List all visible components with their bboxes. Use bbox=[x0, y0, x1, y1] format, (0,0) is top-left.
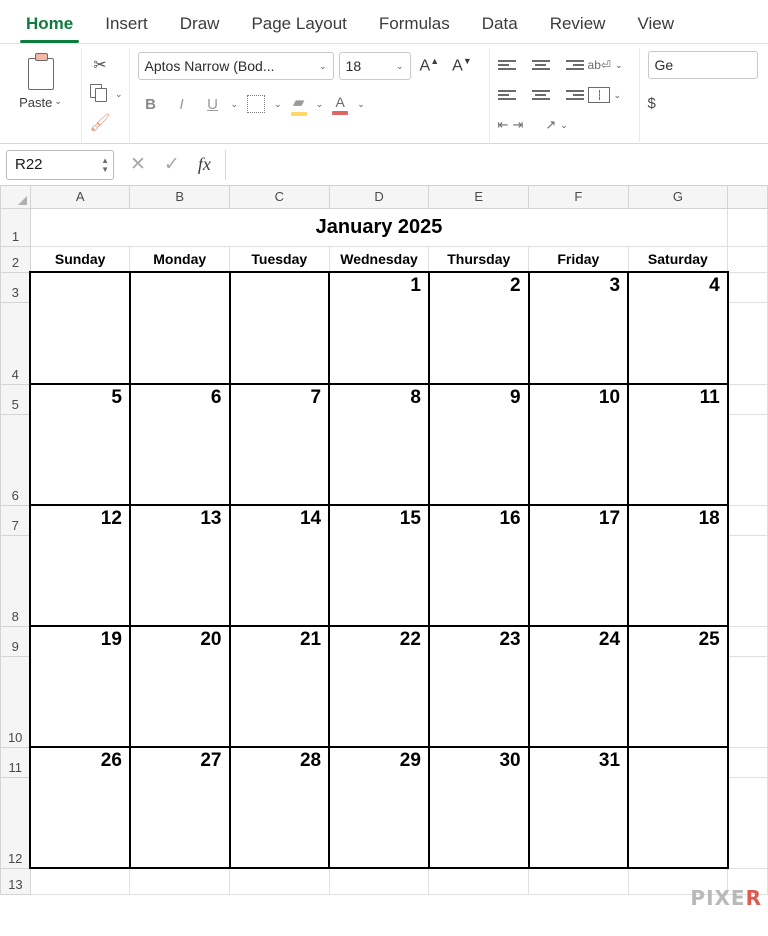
bold-button[interactable] bbox=[138, 91, 164, 117]
grid-row-1 bbox=[1, 208, 768, 246]
grid-table bbox=[0, 186, 768, 895]
clipboard-actions-group bbox=[82, 48, 130, 142]
tab-page-layout-label: Page Layout bbox=[251, 14, 347, 33]
tab-review-label: Review bbox=[549, 14, 606, 33]
ribbon-tab-bar bbox=[0, 0, 768, 44]
chevron-down-icon[interactable]: ⌄ bbox=[54, 95, 62, 106]
borders-button[interactable] bbox=[243, 91, 269, 117]
calendar-cell-w1-sat[interactable]: 4 bbox=[628, 272, 728, 384]
row-header-12[interactable]: 12 bbox=[1, 777, 31, 868]
borders-icon bbox=[247, 95, 265, 113]
calendar-cell-w2-thu[interactable]: 9 bbox=[429, 384, 529, 505]
calendar-cell-w2-mon[interactable]: 6 bbox=[130, 384, 230, 505]
tab-formulas-label: Formulas bbox=[378, 14, 450, 33]
cell-b13[interactable] bbox=[130, 868, 230, 894]
format-painter-button[interactable] bbox=[88, 110, 112, 136]
select-all-corner[interactable] bbox=[1, 186, 31, 208]
cell-h8[interactable] bbox=[728, 535, 768, 626]
font-color-letter: A bbox=[335, 93, 345, 110]
calendar-cell-w4-fri[interactable]: 24 bbox=[529, 626, 628, 747]
row-header-13[interactable]: 13 bbox=[1, 868, 31, 894]
calendar-cell-w5-fri[interactable]: 31 bbox=[529, 747, 628, 868]
calendar-cell-w2-wed[interactable]: 8 bbox=[329, 384, 429, 505]
grid-row-13 bbox=[1, 868, 768, 894]
column-header-c[interactable]: C bbox=[230, 186, 330, 208]
column-header-a[interactable]: A bbox=[30, 186, 130, 208]
font-group bbox=[130, 48, 490, 142]
calendar-cell-w4-tue[interactable]: 21 bbox=[230, 626, 330, 747]
cell-h4[interactable] bbox=[728, 302, 768, 384]
calendar-cell-w2-tue[interactable]: 7 bbox=[230, 384, 330, 505]
tab-data[interactable] bbox=[466, 8, 534, 43]
grid-row-2 bbox=[1, 246, 768, 272]
row-header-6[interactable]: 6 bbox=[1, 414, 31, 505]
chevron-down-icon[interactable]: ⌄ bbox=[230, 98, 239, 109]
font-family-value: Aptos Narrow (Bod... bbox=[144, 58, 275, 74]
tab-data-label: Data bbox=[481, 14, 518, 33]
font-size-select[interactable] bbox=[339, 52, 411, 80]
calendar-cell-w5-mon[interactable]: 27 bbox=[130, 747, 230, 868]
row-header-11[interactable]: 11 bbox=[1, 747, 31, 777]
underline-button[interactable] bbox=[200, 91, 226, 117]
spreadsheet-grid bbox=[0, 186, 768, 936]
calendar-cell-w5-sun[interactable]: 26 bbox=[30, 747, 130, 868]
column-header-partial[interactable] bbox=[728, 186, 768, 208]
ribbon-body bbox=[0, 44, 768, 144]
tab-home[interactable] bbox=[10, 8, 89, 43]
cut-button[interactable] bbox=[88, 52, 112, 78]
calendar-cell-w4-sun[interactable]: 19 bbox=[30, 626, 130, 747]
number-group bbox=[640, 48, 760, 142]
chevron-down-icon[interactable]: ⌄ bbox=[357, 98, 365, 109]
cell-h5[interactable] bbox=[728, 384, 768, 414]
calendar-cell-w3-tue[interactable]: 14 bbox=[230, 505, 330, 626]
calendar-cell-w1-tue[interactable] bbox=[230, 272, 330, 384]
cell-h7[interactable] bbox=[728, 505, 768, 535]
tab-review[interactable] bbox=[534, 8, 622, 43]
row-header-10[interactable]: 10 bbox=[1, 656, 31, 747]
column-header-f[interactable]: F bbox=[529, 186, 628, 208]
calendar-cell-w5-sat[interactable] bbox=[628, 747, 728, 868]
cancel-edit-icon[interactable]: ✕ bbox=[130, 154, 146, 175]
chevron-down-icon[interactable]: ⌄ bbox=[614, 59, 623, 70]
calendar-cell-w1-fri[interactable]: 3 bbox=[529, 272, 628, 384]
cell-c13[interactable] bbox=[230, 868, 330, 894]
calendar-day-sunday[interactable]: Sunday bbox=[30, 246, 130, 272]
row-header-5[interactable]: 5 bbox=[1, 384, 31, 414]
column-header-e[interactable]: E bbox=[429, 186, 529, 208]
tab-home-label: Home bbox=[26, 14, 74, 33]
chevron-down-icon: ⌄ bbox=[396, 60, 404, 71]
wrap-text-button[interactable]: ab⏎ bbox=[587, 58, 611, 72]
name-box-value: R22 bbox=[15, 156, 43, 173]
cell-d13[interactable] bbox=[329, 868, 429, 894]
calendar-day-tuesday[interactable]: Tuesday bbox=[230, 246, 330, 272]
orientation-button[interactable]: ↗ bbox=[545, 117, 557, 132]
copy-icon bbox=[88, 83, 112, 105]
calendar-cell-w5-thu[interactable]: 30 bbox=[429, 747, 529, 868]
confirm-edit-icon[interactable]: ✓ bbox=[163, 154, 180, 175]
calendar-cell-w3-mon[interactable]: 13 bbox=[130, 505, 230, 626]
decrease-indent-button[interactable]: ⇤ bbox=[497, 117, 509, 132]
font-size-value: 18 bbox=[345, 58, 362, 74]
column-header-b[interactable]: B bbox=[130, 186, 230, 208]
calendar-cell-w3-thu[interactable]: 16 bbox=[429, 505, 529, 626]
paste-label: Paste bbox=[19, 95, 53, 110]
calendar-cell-w4-mon[interactable]: 20 bbox=[130, 626, 230, 747]
watermark-text-a: P bbox=[690, 886, 707, 910]
align-top-button[interactable] bbox=[498, 54, 524, 76]
currency-format-button[interactable]: $ bbox=[647, 94, 656, 112]
name-box-spinner[interactable]: ▲ ▼ bbox=[101, 155, 109, 174]
calendar-day-saturday[interactable]: Saturday bbox=[628, 246, 728, 272]
calendar-cell-w3-wed[interactable]: 15 bbox=[329, 505, 429, 626]
font-color-swatch bbox=[332, 111, 348, 115]
watermark bbox=[690, 886, 762, 910]
calendar-cell-w3-sat[interactable]: 18 bbox=[628, 505, 728, 626]
italic-button[interactable] bbox=[169, 91, 195, 117]
increase-font-size-label: A bbox=[419, 57, 431, 75]
align-middle-button[interactable] bbox=[528, 54, 554, 76]
tab-view-label: View bbox=[637, 14, 674, 33]
insert-function-icon[interactable]: fx bbox=[197, 154, 211, 174]
scissors-icon: ✂ bbox=[93, 57, 107, 74]
cell-e13[interactable] bbox=[429, 868, 529, 894]
fill-color-swatch bbox=[291, 112, 307, 116]
paste-icon bbox=[24, 52, 58, 92]
align-bottom-button[interactable] bbox=[558, 54, 584, 76]
row-header-9[interactable]: 9 bbox=[1, 626, 31, 656]
formula-bar bbox=[0, 144, 768, 186]
cell-f13[interactable] bbox=[529, 868, 628, 894]
calendar-cell-w1-wed[interactable]: 1 bbox=[329, 272, 429, 384]
chevron-down-icon[interactable]: ⌄ bbox=[315, 98, 324, 109]
fill-color-button[interactable] bbox=[287, 91, 311, 117]
bold-label: B bbox=[145, 95, 156, 113]
tab-draw[interactable] bbox=[164, 8, 236, 43]
cell-h1[interactable] bbox=[728, 208, 768, 246]
align-center-button[interactable] bbox=[528, 84, 554, 106]
increase-font-size-button[interactable]: A▲ bbox=[419, 56, 440, 75]
decrease-font-size-button[interactable]: A▼ bbox=[452, 56, 472, 75]
cell-h10[interactable] bbox=[728, 656, 768, 747]
calendar-title[interactable]: January 2025 bbox=[30, 208, 727, 246]
column-header-g[interactable]: G bbox=[628, 186, 728, 208]
paste-button[interactable] bbox=[4, 52, 78, 110]
calendar-day-thursday[interactable]: Thursday bbox=[429, 246, 529, 272]
name-box[interactable] bbox=[6, 150, 114, 180]
calendar-day-monday[interactable]: Monday bbox=[130, 246, 230, 272]
row-header-2[interactable]: 2 bbox=[1, 246, 31, 272]
watermark-text-c: R bbox=[745, 886, 762, 910]
tab-insert-label: Insert bbox=[105, 14, 148, 33]
calendar-cell-w1-thu[interactable]: 2 bbox=[429, 272, 529, 384]
cell-h3[interactable] bbox=[728, 272, 768, 302]
grid-row-11 bbox=[1, 747, 768, 777]
calendar-day-friday[interactable]: Friday bbox=[529, 246, 628, 272]
row-header-8[interactable]: 8 bbox=[1, 535, 31, 626]
tab-draw-label: Draw bbox=[179, 14, 220, 33]
font-family-select[interactable] bbox=[138, 52, 334, 80]
chevron-down-icon: ⌄ bbox=[319, 60, 327, 71]
grid-row-9 bbox=[1, 626, 768, 656]
underline-label: U bbox=[207, 95, 218, 113]
cell-h6[interactable] bbox=[728, 414, 768, 505]
number-format-value: Ge bbox=[654, 57, 674, 73]
chevron-down-icon[interactable]: ⌄ bbox=[274, 98, 282, 109]
format-painter-icon: 🖌 bbox=[89, 113, 111, 132]
cell-a13[interactable] bbox=[30, 868, 130, 894]
column-header-d[interactable]: D bbox=[329, 186, 429, 208]
calendar-cell-w4-wed[interactable]: 22 bbox=[329, 626, 429, 747]
formula-input[interactable] bbox=[225, 150, 762, 180]
calendar-cell-w1-mon[interactable] bbox=[130, 272, 230, 384]
grid-row-7 bbox=[1, 505, 768, 535]
decrease-font-size-label: A bbox=[452, 57, 463, 75]
cell-h11[interactable] bbox=[728, 747, 768, 777]
number-format-select[interactable] bbox=[648, 51, 758, 79]
cell-h9[interactable] bbox=[728, 626, 768, 656]
calendar-cell-w2-fri[interactable]: 10 bbox=[529, 384, 628, 505]
calendar-cell-w3-fri[interactable]: 17 bbox=[529, 505, 628, 626]
column-header-row bbox=[1, 186, 768, 208]
tab-view[interactable] bbox=[621, 8, 690, 43]
align-right-button[interactable] bbox=[558, 84, 584, 106]
alignment-group bbox=[490, 48, 640, 142]
fill-bucket-icon: ▰ bbox=[292, 93, 305, 111]
chevron-down-icon[interactable]: ⌄ bbox=[560, 119, 568, 130]
grid-row-3 bbox=[1, 272, 768, 302]
merge-and-center-button[interactable] bbox=[588, 87, 610, 103]
calendar-cell-w4-sat[interactable]: 25 bbox=[628, 626, 728, 747]
tab-insert[interactable] bbox=[89, 8, 164, 43]
row-header-1[interactable]: 1 bbox=[1, 208, 31, 246]
calendar-cell-w3-sun[interactable]: 12 bbox=[30, 505, 130, 626]
watermark-text-b: IXE bbox=[706, 886, 746, 910]
align-left-button[interactable] bbox=[498, 84, 524, 106]
calendar-cell-w4-thu[interactable]: 23 bbox=[429, 626, 529, 747]
row-header-4[interactable]: 4 bbox=[1, 302, 31, 384]
cell-h2[interactable] bbox=[728, 246, 768, 272]
calendar-cell-w2-sat[interactable]: 11 bbox=[628, 384, 728, 505]
calendar-cell-w2-sun[interactable]: 5 bbox=[30, 384, 130, 505]
calendar-day-wednesday[interactable]: Wednesday bbox=[329, 246, 429, 272]
row-header-3[interactable]: 3 bbox=[1, 272, 31, 302]
calendar-cell-w5-wed[interactable]: 29 bbox=[329, 747, 429, 868]
chevron-down-icon[interactable]: ⌄ bbox=[613, 89, 622, 100]
clipboard-group bbox=[0, 48, 82, 142]
calendar-cell-w1-sun[interactable] bbox=[30, 272, 130, 384]
chevron-down-icon[interactable]: ⌄ bbox=[115, 88, 123, 99]
increase-indent-button[interactable]: ⇥ bbox=[512, 117, 524, 132]
calendar-cell-w5-tue[interactable]: 28 bbox=[230, 747, 330, 868]
font-color-button[interactable] bbox=[328, 91, 352, 117]
tab-page-layout[interactable] bbox=[235, 8, 362, 43]
copy-button[interactable] bbox=[88, 81, 123, 107]
row-header-7[interactable]: 7 bbox=[1, 505, 31, 535]
grid-row-5 bbox=[1, 384, 768, 414]
cell-h12[interactable] bbox=[728, 777, 768, 868]
italic-label: I bbox=[179, 95, 184, 113]
tab-formulas[interactable] bbox=[363, 8, 466, 43]
